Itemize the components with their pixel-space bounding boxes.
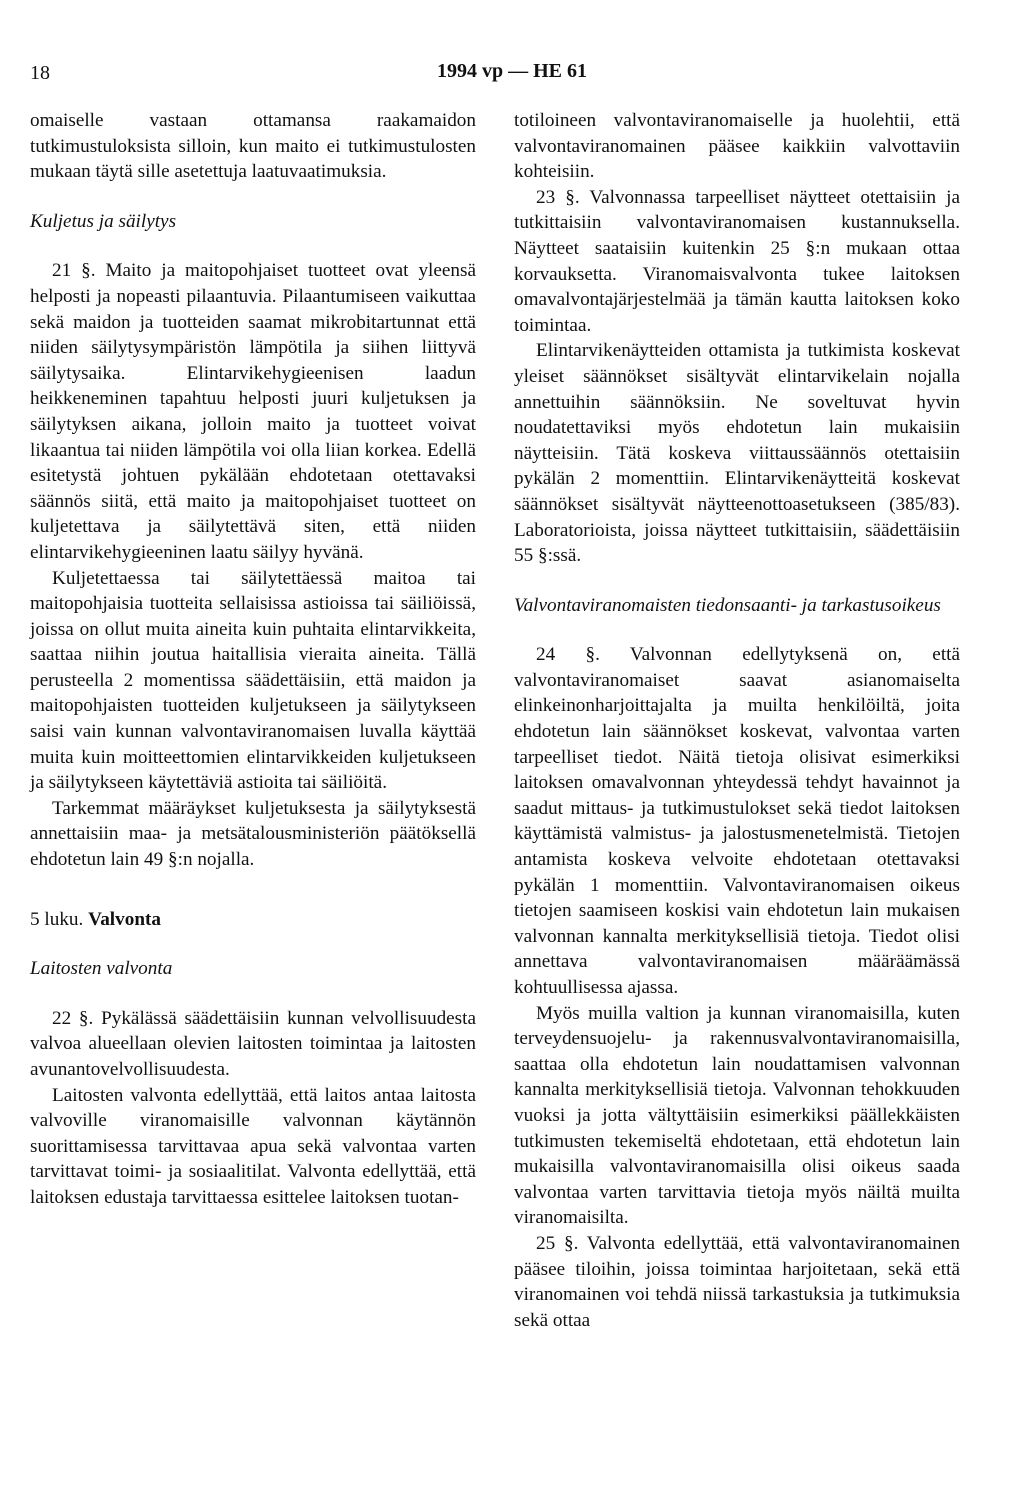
paragraph: 23 §. Valvonnassa tarpeelliset näytteet otettaisiin ja tutkittaisiin valvontaviranomaisen kustannuksella. Näytteet saataisiin kuitenkin 25 §:n mukaan ottaa korvauksetta. Viranomaisvalvonta tukee laitoksen omavalvontajärjestelmää ja tämän kautta laitoksen koko toimintaa. [514,186,960,336]
paragraph: Tarkemmat määräykset kuljetuksesta ja säilytyksestä annettaisiin maa- ja metsätalousministeriön päätöksellä ehdotetun lain 49 §:n nojalla. [30,797,476,871]
paragraph: totiloineen valvontaviranomaiselle ja huolehtii, että valvontaviranomainen pääsee kaikkiin valvottaviin kohteisiin. [514,110,960,183]
section-heading: Laitosten valvonta [30,958,173,980]
chapter-heading [30,907,476,933]
paragraph: Kuljetettaessa tai säilytettäessä maitoa tai maitopohjaisia tuotteita sellaisissa astioissa tai säiliöissä, joissa on ollut muita aineita kuin puhtaita elintarvikkeita, saattaa niihin joutua haitallisia vieraita aineita. Tällä perusteella 2 momentissa säädettäisiin, että maidon ja maitopohjaisten tuotteiden kuljetukseen ja säilytykseen saisi vain kunnan valvontaviranomaisen luvalla käyttää muita kuin moitteettomien elintarvikkeiden kuljetukseen ja säilytykseen käytettäviä astioita tai säiliöitä. [30,567,476,794]
page-number: 18 [30,62,50,84]
paragraph: 22 §. Pykälässä säädettäisiin kunnan velvollisuudesta valvoa alueellaan olevien laitosten toimintaa ja laitosten avunantovelvollisuudesta. [30,1007,476,1080]
paragraph: Myös muilla valtion ja kunnan viranomaisilla, kuten terveydensuojelu- ja rakennusvalvontaviranomaisilla, saattaa olla ehdotetun lain noudattamisen valvonnan kannalta merkityksellisiä tietoja. Valvonnan tehokkuuden vuoksi ja jotta vältyttäisiin esimerkiksi päällekkäisten tutkimusten tekemiseltä ehdotetaan, että ehdotetun lain mukaisilla valvontaviranomaisilla olisi oikeus saada valvontaa varten tarvittavia tietoja myös näiltä muilta viranomaisilta. [514,1002,960,1229]
chapter-title: Valvonta [88,908,161,930]
left-column [30,108,476,1211]
section-heading: Valvontaviranomaisten tiedonsaanti- ja tarkastusoikeus [514,594,941,616]
right-column [514,108,960,1333]
paragraph: Laitosten valvonta edellyttää, että laitos antaa laitosta valvoville viranomaisille valvonnan käytännön suorittamisessa tarvittavaa apua sekä valvontaa varten tarvittavat toimi- ja sosiaalitilat. Valvonta edellyttää, että laitoksen edustaja tarvittaessa esittelee laitoksen tuotan- [30,1084,476,1208]
paragraph: 24 §. Valvonnan edellytyksenä on, että valvontaviranomaiset saavat asianomaiselta elinkeinonharjoittajalta ja muilta henkilöiltä, joita ehdotetun lain säännökset koskevat, valvontaa varten tarpeelliset tiedot. Näitä tietoja olisivat esimerkiksi laitoksen omavalvonnan yhteydessä tehdyt havainnot ja saadut mittaus- ja tutkimustulokset sekä tiedot laitoksen käyttämistä valmistus- ja jalostusmenetelmistä. Tietojen antamista koskeva velvoite ehdotetaan otettavaksi pykälän 1 momenttiin. Valvontaviranomaisen oikeus tietojen saamiseen koskisi vain ehdotetun lain mukaisen valvonnan kannalta merkityksellisiä tietoja. Tiedot olisi annettava valvontaviranomaisen määräämässä kohtuullisessa ajassa. [514,644,960,998]
paragraph: 21 §. Maito ja maitopohjaiset tuotteet ovat yleensä helposti ja nopeasti pilaantuvia. Pilaantumiseen vaikuttaa sekä maidon ja tuotteiden saamat mikrobitartunnat että niiden säilytysympäristön lämpötila ja siihen liittyvä säilytysaika. Elintarvikehygieenisen laadun heikkeneminen tapahtuu helposti juuri kuljetuksen ja säilytyksen aikana, jolloin maito ja tuotteet voivat likaantua tai niiden lämpötila voi olla liian korkea. Edellä esitetystä johtuen pykälään ehdotetaan otettavaksi säännös siitä, että maito ja maitopohjaiset tuotteet on kuljetettava ja säilytettävä siten, että niiden elintarvikehygieeninen laatu säilyy hyvänä. [30,260,476,563]
paragraph: omaiselle vastaan ottamansa raakamaidon tutkimustuloksista silloin, kun maito ei tutkimustulosten mukaan täytä sille asetettuja laatuvaatimuksia. [30,110,476,183]
running-head: 1994 vp — HE 61 [436,60,588,82]
paragraph: 25 §. Valvonta edellyttää, että valvontaviranomainen pääsee tiloihin, joissa toimintaa harjoitetaan, sekä että viranomainen voi tehdä niissä tarkastuksia ja tutkimuksia sekä ottaa [514,1232,960,1331]
section-heading: Kuljetus ja säilytys [30,210,177,232]
chapter-number: 5 luku. [30,908,84,930]
paragraph: Elintarvikenäytteiden ottamista ja tutkimista koskevat yleiset säännökset sisältyvät elintarvikelain nojalla annettuihin säännöksiin. Ne soveltuvat hyvin noudatettaviksi myös ehdotetun lain mukaisiin näytteisiin. Tätä koskeva viittaussäännös otettaisiin pykälän 2 momenttiin. Elintarvikenäytteitä koskevat säännökset sisältyvät näytteenottoasetukseen (385/83). Laboratorioista, joissa näytteet tutkittaisiin, säädettäisiin 55 §:ssä. [514,340,960,567]
